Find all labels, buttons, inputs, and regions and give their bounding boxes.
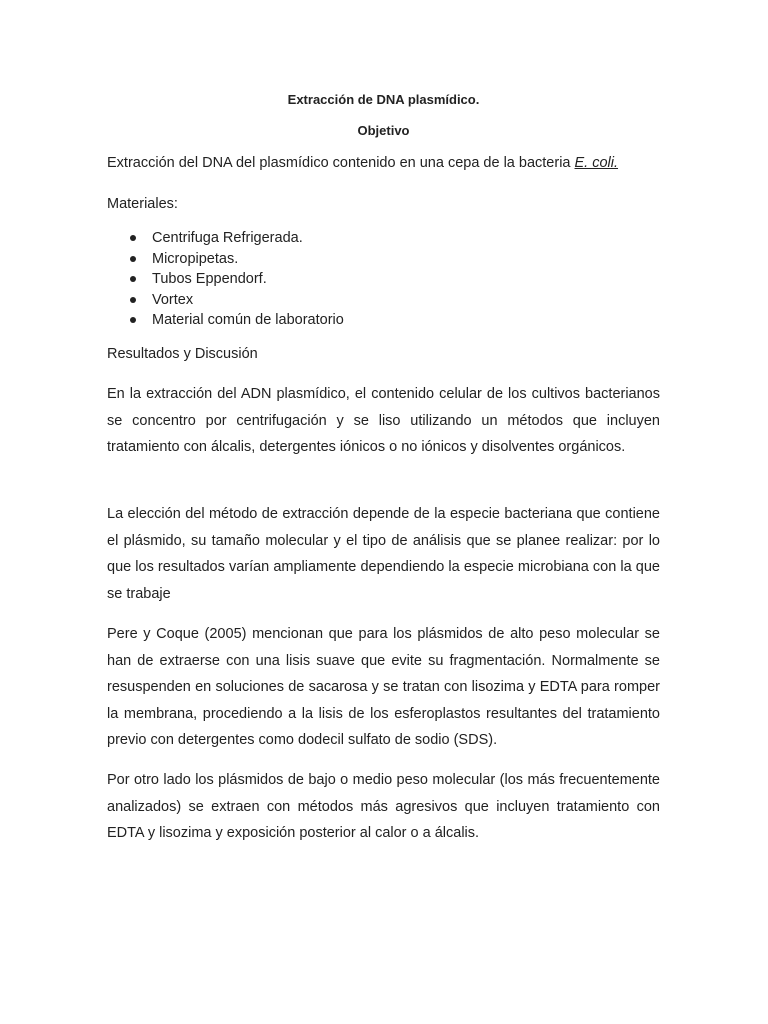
organism-name: E. coli. [574,155,619,171]
list-item [107,290,344,311]
body-paragraph: Pere y Coque (2005) mencionan que para los plásmidos de alto peso molecular se han de extraerse con una lisis suave que evite su fragmentación. Normalmente se resuspenden en soluciones de sacarosa y se tratan con lisozima y EDTA para romper la membrana, procediendo a la lisis de los esferoplastos resultantes del tratamiento previo con detergentes como dodecil sulfato de sodio (SDS). [107,626,660,748]
bullet-icon [130,276,136,282]
results-heading: Resultados y Discusión [107,346,258,362]
list-item [107,310,344,331]
objective-paragraph [107,153,667,173]
list-item [107,249,344,270]
bullet-icon [130,235,136,241]
list-item [107,269,344,290]
material-label: Material común de laboratorio [152,312,344,328]
document-title: Extracción de DNA plasmídico. [287,92,480,107]
bullet-icon [130,256,136,262]
bullet-icon [130,317,136,323]
material-label: Tubos Eppendorf. [152,271,267,287]
material-label: Centrifuga Refrigerada. [152,230,303,246]
objective-heading: Objetivo [357,123,410,138]
materials-label: Materiales: [107,196,178,212]
body-paragraph: Por otro lado los plásmidos de bajo o medio peso molecular (los más frecuentemente analizados) se extraen con métodos más agresivos que incluyen tratamiento con EDTA y lisozima y exposición posterior al calor o a álcalis. [107,772,660,841]
body-paragraph: La elección del método de extracción depende de la especie bacteriana que contiene el plásmido, su tamaño molecular y el tipo de análisis que se planee realizar: por lo que los resultados varían ampliamente dependiendo la especie microbiana con la que se trabaje [107,506,660,602]
objective-text: Extracción del DNA del plasmídico contenido en una cepa de la bacteria [107,155,575,171]
material-label: Micropipetas. [152,250,239,267]
material-label: Vortex [152,291,194,308]
bullet-icon [130,297,136,303]
list-item [107,228,344,249]
body-paragraph: En la extracción del ADN plasmídico, el contenido celular de los cultivos bacterianos se concentro por centrifugación y se liso utilizando un métodos que incluyen tratamiento con álcalis, detergentes iónicos o no iónicos y disolventes orgánicos. [107,386,660,455]
materials-list [107,228,344,331]
